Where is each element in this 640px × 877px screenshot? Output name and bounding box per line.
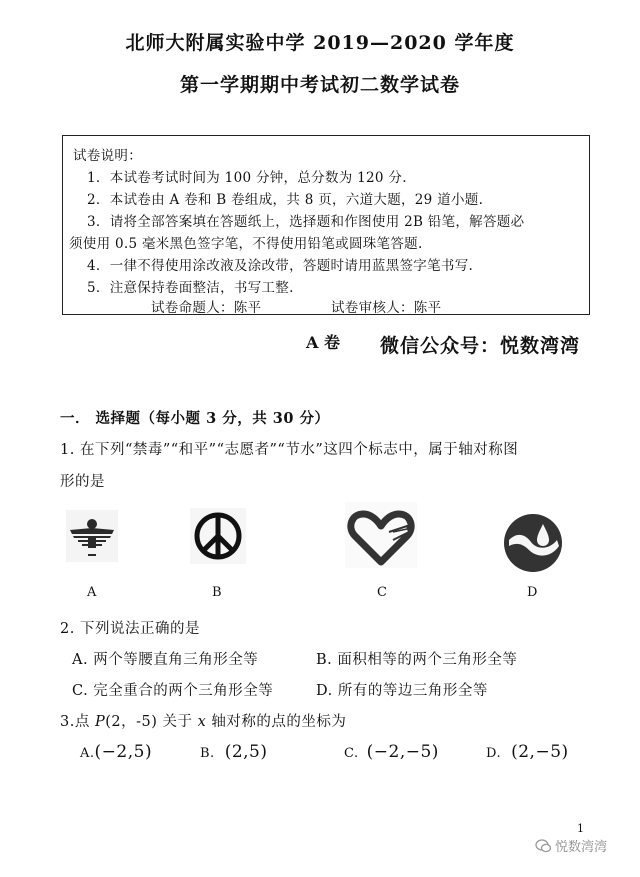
q1-stem-line1: 1. 在下列“禁毒”“和平”“志愿者”“节水”这四个标志中，属于轴对称图 <box>60 442 519 458</box>
exam-notice-box <box>62 135 590 315</box>
q3-stem-suffix: 轴对称的点的坐标为 <box>206 714 347 730</box>
notice-item-5: 5．注意保持卷面整洁，书写工整. <box>87 280 294 296</box>
peace-sign-icon <box>190 508 246 564</box>
q2-option-b: B. 面积相等的两个三角形全等 <box>316 652 518 668</box>
eagle-logo-icon <box>66 510 118 562</box>
notice-item-4: 4．一律不得使用涂改液及涂改带，答题时请用蓝黑签字笔书写. <box>87 258 474 274</box>
notice-item-2: 2．本试卷由 A 卷和 B 卷组成，共 8 页，六道大题，29 道小题. <box>87 192 484 208</box>
heart-hand-icon <box>345 502 417 568</box>
q1-stem-line2: 形的是 <box>60 474 105 490</box>
exam-title-line2: 第一学期期中考试初二数学试卷 <box>179 74 460 96</box>
q3-stem-mid: (2，-5) 关于 <box>105 714 198 730</box>
q3-point-name: P <box>94 714 106 730</box>
q3-axis-name: x <box>197 714 207 730</box>
q1-option-b: B <box>212 585 222 600</box>
page-number: 1 <box>577 822 584 835</box>
q2-stem: 2. 下列说法正确的是 <box>60 621 200 637</box>
footer-watermark <box>535 836 607 857</box>
q3-option-b-value: (2,5) <box>224 742 268 762</box>
notice-item-3-cont: 须使用 0.5 毫米黑色签字笔，不得使用铅笔或圆珠笔答题. <box>69 236 423 252</box>
exam-title-line1: 北师大附属实验中学 2019—2020 学年度 <box>125 32 515 54</box>
q2-option-d: D. 所有的等边三角形全等 <box>316 683 488 699</box>
notice-author: 试卷命题人：陈平 <box>151 300 262 316</box>
q3-option-a-letter: A. <box>80 746 95 761</box>
q3-option-d-value: (2,−5) <box>511 742 569 762</box>
q3-option-d <box>486 742 569 762</box>
q1-option-a: A <box>87 585 97 600</box>
notice-item-1: 1．本试卷考试时间为 100 分钟，总分数为 120 分. <box>87 170 407 186</box>
water-drop-icon <box>503 512 563 574</box>
wechat-bubble-icon <box>535 839 551 857</box>
q3-stem <box>60 710 346 731</box>
q3-option-b <box>200 742 268 762</box>
wechat-account-label: 微信公众号：悦数湾湾 <box>380 335 581 357</box>
q3-stem-prefix: 3.点 <box>60 714 95 730</box>
notice-reviewer: 试卷审核人：陈平 <box>331 300 442 316</box>
part1-heading: 一． 选择题（每小题 3 分，共 30 分） <box>60 410 330 427</box>
section-a-label: A 卷 <box>306 333 340 352</box>
footer-watermark-text: 悦数湾湾 <box>555 840 608 855</box>
q3-option-a <box>80 742 152 762</box>
q2-option-a: A. 两个等腰直角三角形全等 <box>72 652 259 668</box>
notice-item-3: 3．请将全部答案填在答题纸上，选择题和作图使用 2B 铅笔，解答题必 <box>87 214 525 230</box>
q3-option-c-letter: C. <box>344 746 359 761</box>
notice-heading: 试卷说明： <box>73 148 142 164</box>
q3-option-b-letter: B. <box>200 746 215 761</box>
q2-option-c: C. 完全重合的两个三角形全等 <box>72 683 274 699</box>
q1-option-d: D <box>527 585 538 600</box>
q1-option-c: C <box>377 585 387 600</box>
q3-option-a-value: (−2,5) <box>94 742 153 762</box>
q3-option-c-value: (−2,−5) <box>366 742 439 762</box>
q3-option-d-letter: D. <box>486 746 502 761</box>
q3-option-c <box>344 742 439 762</box>
